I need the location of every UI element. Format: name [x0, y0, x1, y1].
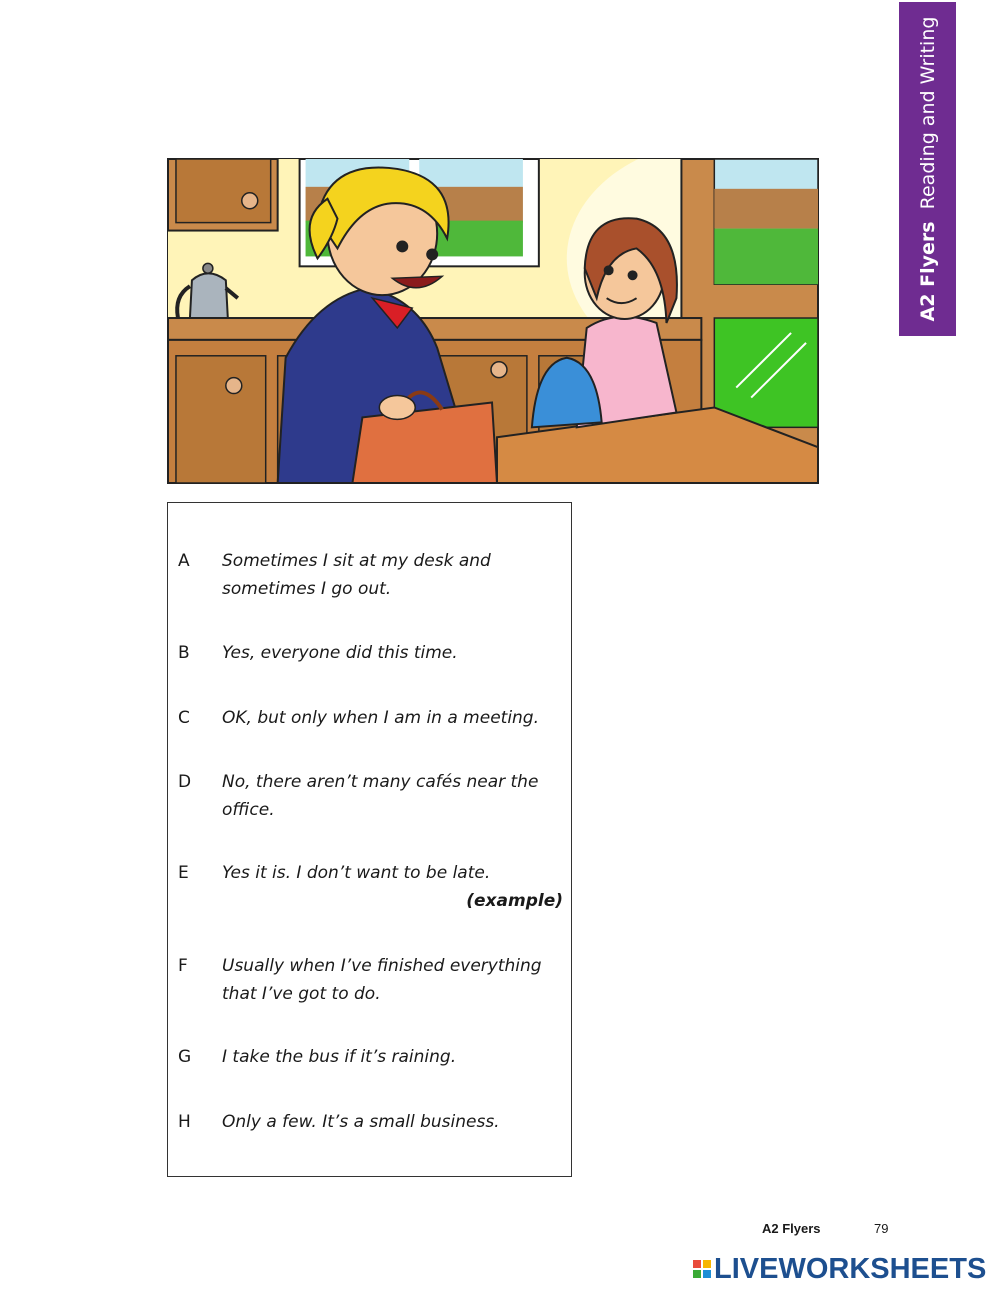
option-letter: B: [178, 643, 190, 663]
answer-option-e: [168, 859, 573, 919]
option-text-line: that I’ve got to do.: [222, 984, 381, 1004]
option-text: Only a few. It’s a small business.: [222, 1112, 500, 1132]
answer-options-box: [167, 502, 572, 1177]
liveworksheets-logo[interactable]: [693, 1252, 986, 1286]
option-text: Yes, everyone did this time.: [222, 643, 458, 663]
kitchen-scene-illustration: [167, 158, 819, 484]
option-text: [222, 768, 562, 824]
section-tab-title: Reading and Writing: [916, 16, 939, 210]
option-letter: D: [178, 772, 192, 792]
option-text-line: Sometimes I sit at my desk and: [222, 551, 491, 571]
section-tab-text: [917, 17, 939, 322]
option-text: I take the bus if it’s raining.: [222, 1047, 457, 1067]
option-text: [222, 547, 562, 603]
logo-square-blue: [703, 1270, 711, 1278]
footer-book-title: A2 Flyers: [762, 1221, 821, 1236]
option-text-line: Usually when I’ve finished everything: [222, 956, 542, 976]
liveworksheets-logo-text: LIVEWORKSHEETS: [714, 1253, 987, 1285]
option-letter: E: [178, 863, 189, 883]
option-text-line: sometimes I go out.: [222, 579, 392, 599]
option-text-line: No, there aren’t many cafés near the: [222, 772, 539, 792]
page-number: 79: [874, 1221, 889, 1236]
logo-square-yellow: [703, 1260, 711, 1268]
example-tag: (example): [466, 891, 563, 911]
option-text-line: office.: [222, 800, 275, 820]
section-tab: [899, 2, 956, 336]
option-letter: A: [178, 551, 190, 571]
option-letter: C: [178, 708, 190, 728]
option-text: Yes it is. I don’t want to be late.: [222, 863, 491, 883]
option-letter: F: [178, 956, 188, 976]
section-tab-level: A2 Flyers: [916, 221, 939, 322]
option-text: [222, 952, 562, 1008]
option-letter: H: [178, 1112, 191, 1132]
option-letter: G: [178, 1047, 192, 1067]
logo-square-red: [693, 1260, 701, 1268]
liveworksheets-logo-icon: [693, 1260, 711, 1278]
logo-square-green: [693, 1270, 701, 1278]
option-text: OK, but only when I am in a meeting.: [222, 708, 540, 728]
